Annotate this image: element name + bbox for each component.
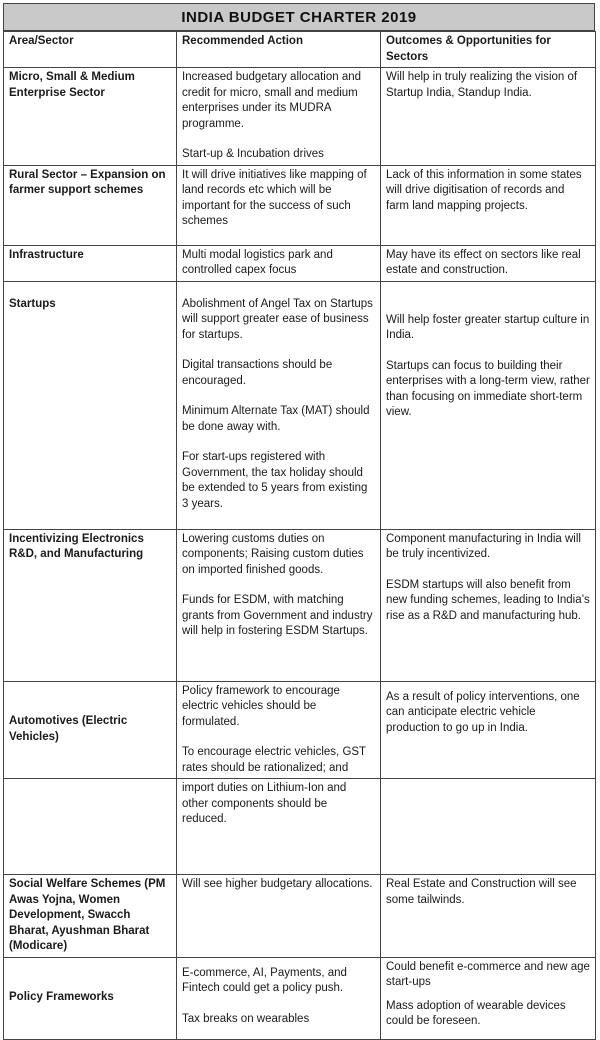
action-text: Digital transactions should be encouraged.	[182, 359, 333, 387]
document-title: INDIA BUDGET CHARTER 2019	[181, 8, 417, 26]
row-area: Infrastructure	[4, 245, 177, 281]
action-text: Abolishment of Angel Tax on Startups will support greater ease of business for startups.	[182, 297, 373, 341]
row-outcomes	[381, 681, 596, 779]
row-area: Rural Sector – Expansion on farmer support schemes	[4, 165, 177, 245]
table-row	[4, 529, 596, 681]
header-outcomes: Outcomes & Opportunities for Sectors	[381, 32, 596, 68]
action-text: Start-up & Incubation drives	[182, 148, 324, 160]
header-area: Area/Sector	[4, 32, 177, 68]
table-row	[4, 68, 596, 166]
outcome-text: Component manufacturing in India will be truly incentivized.	[386, 532, 581, 560]
row-outcomes	[381, 779, 596, 875]
table-row	[4, 681, 596, 779]
table-row	[4, 779, 596, 875]
row-action	[177, 957, 381, 1039]
row-area: Startups	[4, 281, 177, 529]
row-outcomes	[381, 245, 596, 281]
action-text: Will see higher budgetary allocations.	[182, 878, 373, 890]
table-row	[4, 165, 596, 245]
outcome-text: Will help foster greater startup culture in India.	[386, 313, 590, 341]
table-row	[4, 245, 596, 281]
row-area: Micro, Small & Medium Enterprise Sector	[4, 68, 177, 166]
action-text: To encourage electric vehicles, GST rates should be rationalized; and	[182, 746, 366, 774]
action-text: Lowering customs duties on components; Raising custom duties on imported finished goods.	[182, 532, 364, 576]
table-row	[4, 957, 596, 1039]
action-text: E-commerce, AI, Payments, and Fintech could get a policy push.	[182, 966, 347, 994]
row-outcomes	[381, 529, 596, 681]
charter-table	[3, 31, 596, 1040]
row-outcomes	[381, 875, 596, 958]
action-text: Policy framework to encourage electric vehicles should be formulated.	[182, 684, 340, 728]
row-action	[177, 68, 381, 166]
row-area: Social Welfare Schemes (PM Awas Yojna, Women Development, Swacch Bharat, Ayushman Bharat (Modicare)	[4, 875, 177, 958]
outcome-text: Mass adoption of wearable devices could be foreseen.	[386, 999, 566, 1027]
action-text: Funds for ESDM, with matching grants from Government and industry will help in fostering ESDM Startups.	[182, 594, 373, 637]
outcome-text: Lack of this information in some states will drive digitisation of records and farm land mapping projects.	[386, 168, 582, 212]
row-action	[177, 165, 381, 245]
table-row	[4, 875, 596, 958]
row-outcomes	[381, 957, 596, 1039]
row-action	[177, 779, 381, 875]
header-action: Recommended Action	[177, 32, 381, 68]
outcome-text: Will help in truly realizing the vision of Startup India, Standup India.	[386, 71, 578, 99]
row-action	[177, 681, 381, 779]
outcome-text: As a result of policy interventions, one can anticipate electric vehicle production to go up in India.	[386, 690, 580, 734]
action-text: import duties on Lithium-Ion and other components should be reduced.	[182, 782, 347, 825]
row-action	[177, 281, 381, 529]
table-header-row	[4, 32, 596, 68]
row-action	[177, 875, 381, 958]
row-outcomes	[381, 68, 596, 166]
action-text: Minimum Alternate Tax (MAT) should be done away with.	[182, 405, 370, 433]
outcome-text: May have its effect on sectors like real estate and construction.	[386, 248, 581, 276]
row-area: Incentivizing Electronics R&D, and Manufacturing	[4, 529, 177, 681]
row-action	[177, 245, 381, 281]
table-row	[4, 281, 596, 529]
action-text: It will drive initiatives like mapping of land records etc which will be important for the success of such schemes	[182, 168, 367, 227]
title-bar	[3, 3, 595, 31]
row-area: Policy Frameworks	[4, 957, 177, 1039]
row-outcomes	[381, 281, 596, 529]
budget-charter-document	[3, 3, 595, 1040]
action-text: Multi modal logistics park and controlled capex focus	[182, 248, 333, 276]
row-outcomes	[381, 165, 596, 245]
outcome-text: Real Estate and Construction will see some tailwinds.	[386, 878, 577, 906]
action-text: For start-ups registered with Government, the tax holiday should be extended to 5 years from existing 3 years.	[182, 451, 368, 510]
action-text: Tax breaks on wearables	[182, 1012, 310, 1025]
outcome-text: ESDM startups will also benefit from new funding schemes, leading to India’s rise as a R&D and manufacturing hub.	[386, 578, 590, 622]
row-area	[4, 779, 177, 875]
outcome-text: Could benefit e-commerce and new age start-ups	[386, 960, 590, 988]
row-area: Automotives (Electric Vehicles)	[4, 681, 177, 779]
outcome-text: Startups can focus to building their enterprises with a long-term view, rather than focusing on immediate short-term view.	[386, 359, 590, 418]
action-text: Increased budgetary allocation and credit for micro, small and medium enterprises under its MUDRA programme.	[182, 71, 362, 130]
row-action	[177, 529, 381, 681]
